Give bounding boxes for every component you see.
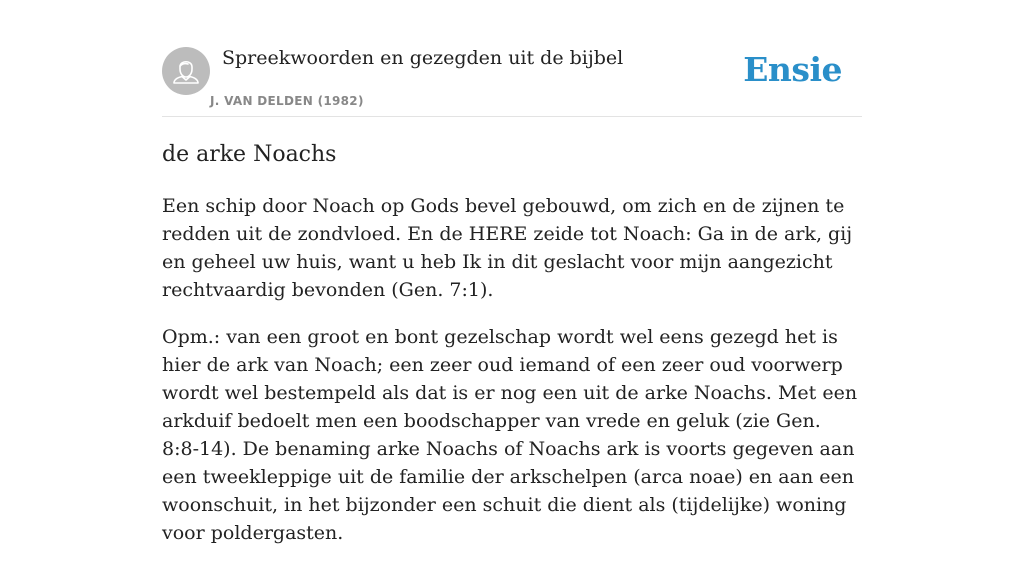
author-avatar[interactable] bbox=[162, 47, 210, 95]
source-header bbox=[162, 0, 862, 117]
user-silhouette-icon bbox=[162, 47, 210, 95]
entry-paragraph: Een schip door Noach op Gods bevel gebouwd, om zich en de zijnen te redden uit de zondvloed. En de HERE zeide tot Noach: Ga in de ark, gij en geheel uw huis, want u heb Ik in dit geslacht voor mijn aangezicht rechtvaardig bevonden (Gen. 7:1). bbox=[162, 195, 853, 301]
entry-headword: de arke Noachs bbox=[162, 142, 337, 167]
source-author: J. VAN DELDEN (1982) bbox=[210, 94, 364, 108]
entry-paragraph: Opm.: van een groot en bont gezelschap wordt wel eens gezegd het is hier de ark van Noach; een zeer oud iemand of een zeer oud voorwerp wordt wel bestempeld als dat is er nog een uit de arke Noachs. Met een arkduif bedoelt men een boodschapper van vrede en geluk (zie Gen. 8:8-14). De benaming arke Noachs of Noachs ark is voorts gegeven aan een tweekleppige uit de familie der arkschelpen (arca noae) en aan een woonschuit, in het bijzonder een schuit die dient als (tijdelijke) woning voor poldergasten. bbox=[162, 326, 858, 544]
source-title[interactable]: Spreekwoorden en gezegden uit de bijbel bbox=[222, 47, 624, 69]
brand-logo[interactable]: Ensie bbox=[743, 50, 842, 89]
entry-body bbox=[162, 192, 862, 566]
